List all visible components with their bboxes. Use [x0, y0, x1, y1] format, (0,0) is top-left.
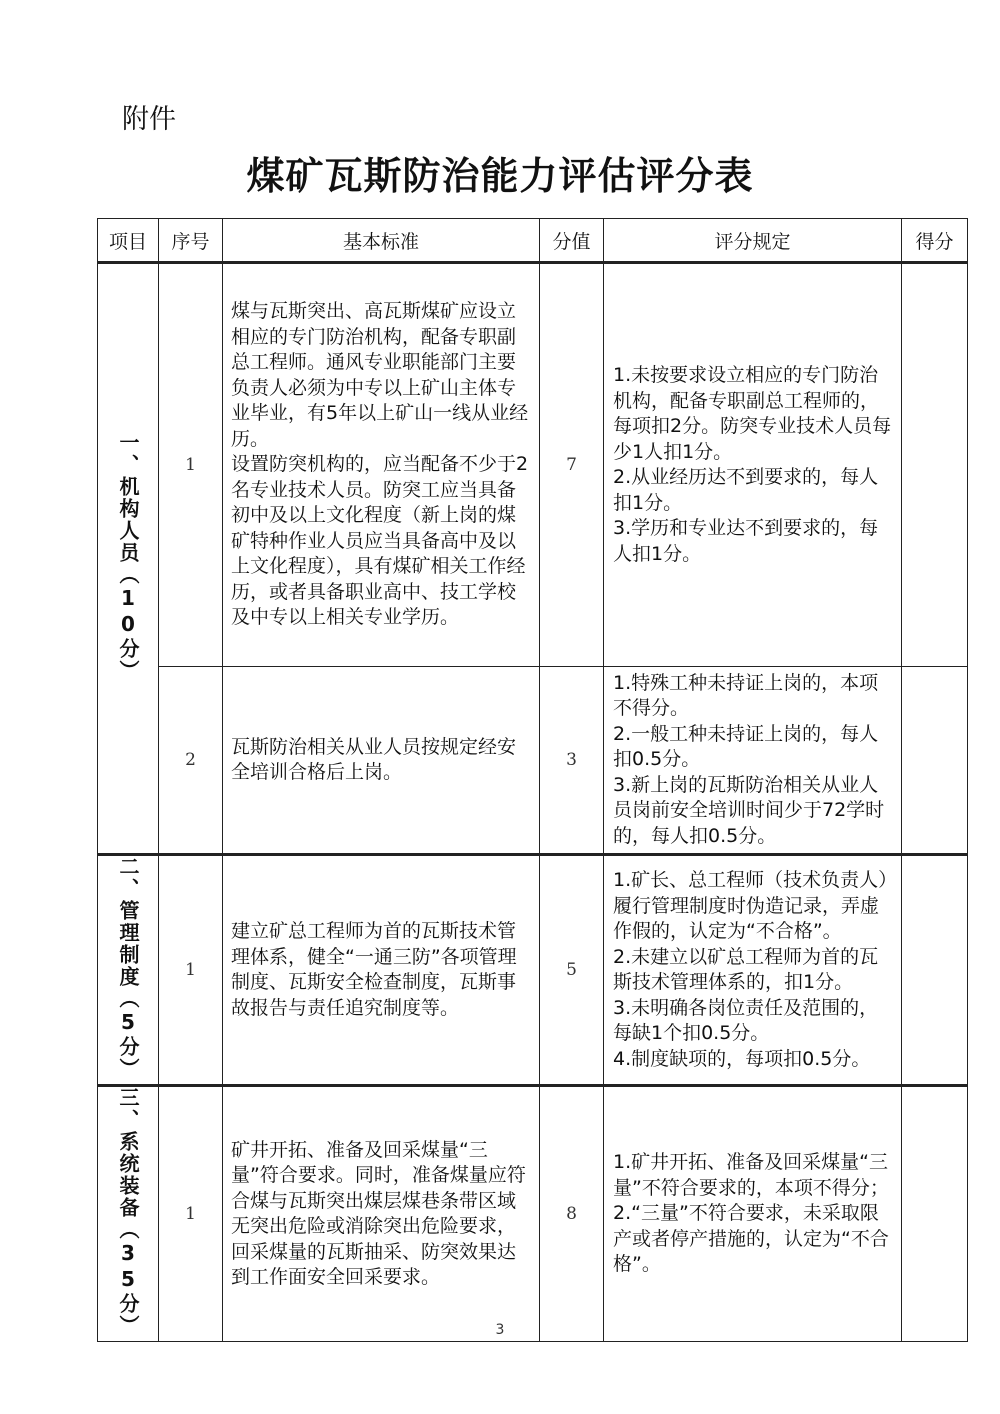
section-project-label: 二、管理制度（5分） — [116, 856, 140, 1080]
table-row — [98, 855, 968, 1086]
row-points: 3 — [540, 667, 604, 855]
row-standard: 矿井开拓、准备及回采煤量“三量”符合要求。同时，准备煤量应符合煤与瓦斯突出煤层煤巷条带区域无突出危险或消除突出危险要求，回采煤量的瓦斯抽采、防突效果达到工作面安全回采要求。 — [223, 1086, 540, 1342]
row-score[interactable] — [902, 667, 968, 855]
row-score[interactable] — [902, 855, 968, 1086]
table-row — [98, 667, 968, 855]
attachment-label: 附件 — [122, 104, 176, 135]
row-points: 5 — [540, 855, 604, 1086]
row-points: 8 — [540, 1086, 604, 1342]
section-project-label: 一、机构人员（10分） — [116, 431, 140, 682]
header-seq: 序号 — [159, 219, 223, 263]
row-rules: 1.矿长、总工程师（技术负责人）履行管理制度时伪造记录，弄虚作假的，认定为“不合格”。 2.未建立以矿总工程师为首的瓦斯技术管理体系的，扣1分。 3.未明确各岗位责任及范围的，每缺1个扣0.5分。 4.制度缺项的，每项扣0.5分。 — [604, 855, 902, 1086]
row-rules: 1.未按要求设立相应的专门防治机构，配备专职副总工程师的，每项扣2分。防突专业技术人员每少1人扣1分。 2.从业经历达不到要求的，每人扣1分。 3.学历和专业达不到要求的，每人扣1分。 — [604, 263, 902, 667]
page-title: 煤矿瓦斯防治能力评估评分表 — [246, 154, 754, 198]
page-number: 3 — [495, 1322, 505, 1338]
scoring-table — [97, 218, 968, 1342]
header-project: 项目 — [98, 219, 159, 263]
row-seq: 1 — [159, 855, 223, 1086]
row-seq: 1 — [159, 1086, 223, 1342]
table-row — [98, 1086, 968, 1342]
section-project-label: 三、系统装备（35分） — [116, 1087, 140, 1337]
header-rules: 评分规定 — [604, 219, 902, 263]
row-seq: 2 — [159, 667, 223, 855]
table-header-row — [98, 219, 968, 263]
section-project-2 — [98, 855, 159, 1086]
header-points: 分值 — [540, 219, 604, 263]
row-score[interactable] — [902, 1086, 968, 1342]
table-row — [98, 263, 968, 667]
header-standard: 基本标准 — [223, 219, 540, 263]
row-rules: 1.矿井开拓、准备及回采煤量“三量”不符合要求的，本项不得分； 2.“三量”不符合要求，未采取限产或者停产措施的，认定为“不合格”。 — [604, 1086, 902, 1342]
header-score: 得分 — [902, 219, 968, 263]
row-score[interactable] — [902, 263, 968, 667]
section-project-3 — [98, 1086, 159, 1342]
row-seq: 1 — [159, 263, 223, 667]
row-standard: 煤与瓦斯突出、高瓦斯煤矿应设立相应的专门防治机构，配备专职副总工程师。通风专业职能部门主要负责人必须为中专以上矿山主体专业毕业，有5年以上矿山一线从业经历。 设置防突机构的，应当配备不少于2名专业技术人员。防突工应当具备初中及以上文化程度（新上岗的煤矿特种作业人员应当具备高中及以上文化程度），具有煤矿相关工作经历，或者具备职业高中、技工学校及中专以上相关专业学历。 — [223, 263, 540, 667]
row-points: 7 — [540, 263, 604, 667]
row-rules: 1.特殊工种未持证上岗的，本项不得分。 2.一般工种未持证上岗的，每人扣0.5分。 3.新上岗的瓦斯防治相关从业人员岗前安全培训时间少于72学时的，每人扣0.5分。 — [604, 667, 902, 855]
section-project-1 — [98, 263, 159, 855]
row-standard: 瓦斯防治相关从业人员按规定经安全培训合格后上岗。 — [223, 667, 540, 855]
row-standard: 建立矿总工程师为首的瓦斯技术管理体系，健全“一通三防”各项管理制度、瓦斯安全检查制度，瓦斯事故报告与责任追究制度等。 — [223, 855, 540, 1086]
